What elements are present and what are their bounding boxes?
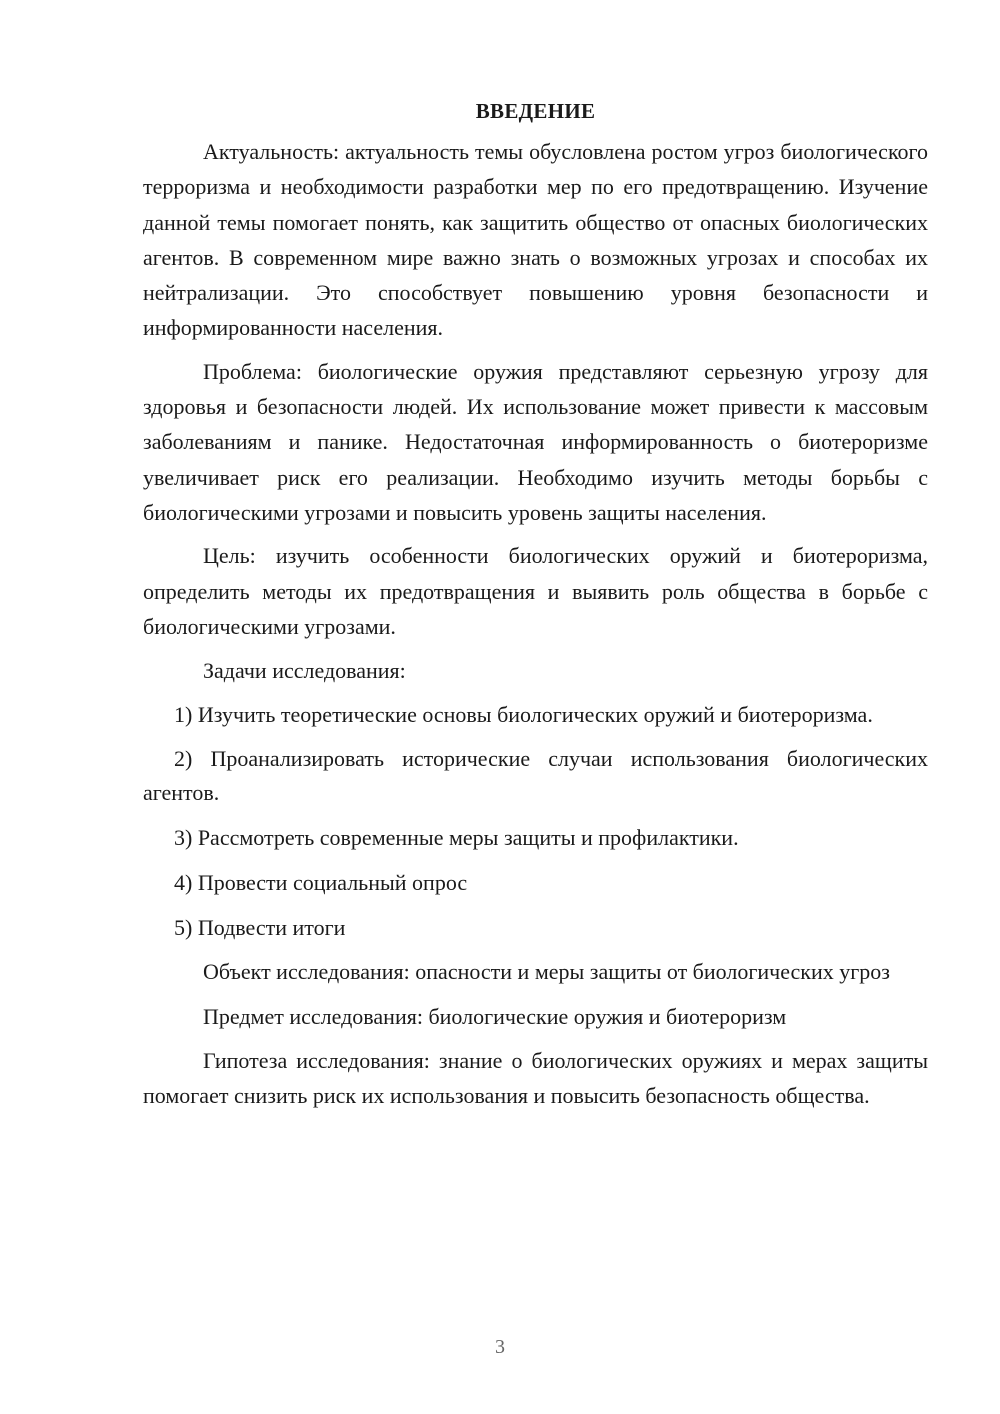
page-content: [143, 94, 928, 1114]
page-number: 3: [495, 1336, 505, 1358]
section-title: ВВЕДЕНИЕ: [475, 99, 596, 123]
task-item: 2) Проанализировать исторические случаи использования биологических агентов.: [143, 746, 928, 806]
problem-paragraph: Проблема: биологические оружия представляют серьезную угрозу для здоровья и безопасности людей. Их использование может привести к массовым заболеваниям и панике. Недостаточная информированность о биотероризме увеличивает риск его реализации. Необходимо изучить методы борьбы с биологическими угрозами и повысить уровень защиты населения.: [143, 358, 928, 525]
task-item: 5) Подвести итоги: [174, 915, 346, 941]
task-item: 1) Изучить теоретические основы биологических оружий и биотероризма.: [174, 702, 873, 728]
object-paragraph: Объект исследования: опасности и меры защиты от биологических угроз: [203, 959, 890, 985]
subject-paragraph: Предмет исследования: биологические оружия и биотероризм: [203, 1003, 787, 1029]
hypothesis-paragraph: Гипотеза исследования: знание о биологических оружиях и мерах защиты помогает снизить риск их использования и повысить безопасность общества.: [143, 1048, 928, 1109]
relevance-paragraph: Актуальность: актуальность темы обусловлена ростом угроз биологического терроризма и необходимости разработки мер по его предотвращению. Изучение данной темы помогает понять, как защитить общество от опасных биологических агентов. В современном мире важно знать о возможных угрозах и способах их нейтрализации. Это способствует повышению уровня безопасности и информированности населения.: [143, 139, 928, 341]
task-item: 3) Рассмотреть современные меры защиты и профилактики.: [174, 825, 739, 851]
task-item: 4) Провести социальный опрос: [174, 870, 468, 896]
tasks-heading: Задачи исследования:: [203, 658, 406, 684]
goal-paragraph: Цель: изучить особенности биологических оружий и биотероризма, определить методы их предотвращения и выявить роль общества в борьбе с биологическими угрозами.: [143, 543, 928, 639]
